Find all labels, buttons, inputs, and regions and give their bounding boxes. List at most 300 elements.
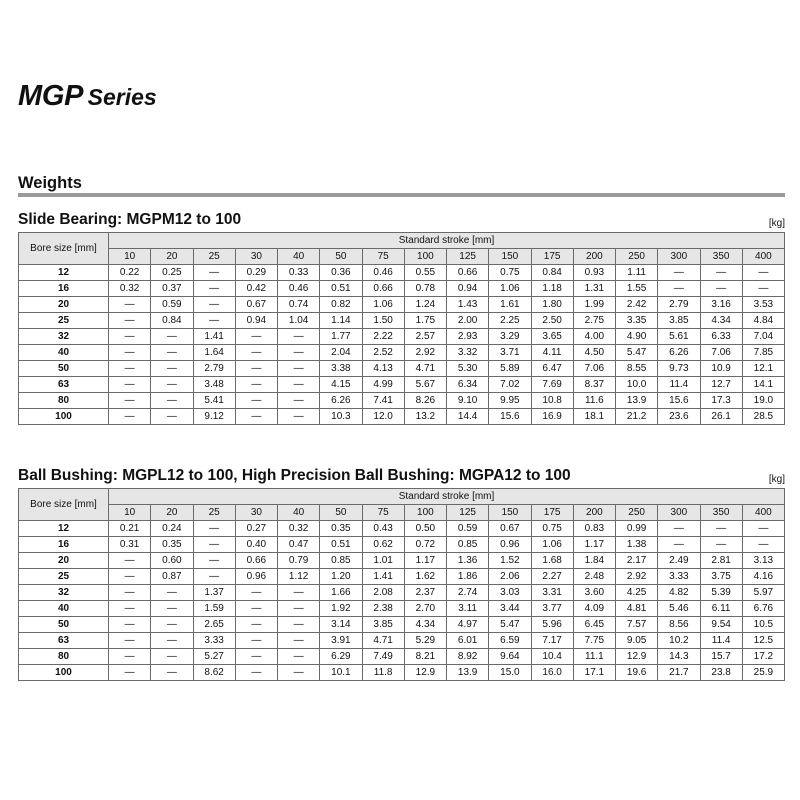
weight-cell: 8.56 [658, 617, 700, 633]
weight-cell: 4.00 [573, 329, 615, 345]
bore-size-cell: 80 [19, 649, 109, 665]
weight-cell: 0.59 [151, 297, 193, 313]
weight-cell: 0.36 [320, 265, 362, 281]
weight-cell: 2.06 [489, 569, 531, 585]
weight-cell: 5.41 [193, 393, 235, 409]
weight-cell: — [278, 393, 320, 409]
weight-cell: 2.00 [447, 313, 489, 329]
weight-cell: 4.71 [362, 633, 404, 649]
weight-cell: 2.70 [404, 601, 446, 617]
weight-cell: — [278, 601, 320, 617]
weight-cell: 13.9 [447, 665, 489, 681]
weight-cell: 3.44 [489, 601, 531, 617]
weight-cell: 1.38 [616, 537, 658, 553]
weight-cell: — [658, 281, 700, 297]
weight-cell: 9.54 [700, 617, 742, 633]
stroke-column-header: 20 [151, 505, 193, 521]
weight-cell: 1.24 [404, 297, 446, 313]
weight-cell: 0.67 [489, 521, 531, 537]
weight-cell: 3.13 [742, 553, 784, 569]
stroke-column-header: 75 [362, 249, 404, 265]
weight-cell: 7.04 [742, 329, 784, 345]
weight-cell: — [193, 265, 235, 281]
weight-cell: 5.39 [700, 585, 742, 601]
weight-cell: 1.59 [193, 601, 235, 617]
bore-size-cell: 100 [19, 409, 109, 425]
weight-cell: 6.26 [658, 345, 700, 361]
weight-cell: 25.9 [742, 665, 784, 681]
stroke-column-header: 150 [489, 505, 531, 521]
weight-cell: — [742, 265, 784, 281]
table-row [19, 601, 785, 617]
weight-cell: 14.1 [742, 377, 784, 393]
weight-cell: — [151, 377, 193, 393]
weight-cell: 2.93 [447, 329, 489, 345]
weight-cell: 0.66 [235, 553, 277, 569]
stroke-column-header: 250 [616, 505, 658, 521]
bore-size-cell: 80 [19, 393, 109, 409]
weight-cell: 0.37 [151, 281, 193, 297]
weight-cell: 5.89 [489, 361, 531, 377]
weight-cell: 7.06 [573, 361, 615, 377]
weight-cell: 0.32 [278, 521, 320, 537]
weight-cell: — [109, 377, 151, 393]
weight-cell: — [151, 649, 193, 665]
weight-cell: 16.0 [531, 665, 573, 681]
weight-cell: 3.75 [700, 569, 742, 585]
weight-cell: 0.62 [362, 537, 404, 553]
weight-cell: 0.99 [616, 521, 658, 537]
weight-cell: 0.31 [109, 537, 151, 553]
stroke-column-header: 40 [278, 249, 320, 265]
weight-cell: 1.50 [362, 313, 404, 329]
weight-cell: — [151, 361, 193, 377]
weight-cell: — [151, 409, 193, 425]
weight-cell: 0.29 [235, 265, 277, 281]
weight-cell: 15.0 [489, 665, 531, 681]
weight-cell: — [151, 601, 193, 617]
weight-cell: — [742, 537, 784, 553]
weight-cell: — [151, 393, 193, 409]
stroke-column-header: 10 [109, 249, 151, 265]
weight-cell: 9.73 [658, 361, 700, 377]
weight-cell: 2.92 [404, 345, 446, 361]
weight-cell: 0.94 [235, 313, 277, 329]
weight-cell: — [235, 409, 277, 425]
table-row [19, 409, 785, 425]
stroke-column-header: 300 [658, 505, 700, 521]
weight-cell: 10.0 [616, 377, 658, 393]
weight-cell: 8.92 [447, 649, 489, 665]
weight-cell: 2.75 [573, 313, 615, 329]
stroke-column-header: 40 [278, 505, 320, 521]
weight-cell: 3.33 [193, 633, 235, 649]
weight-cell: 2.92 [616, 569, 658, 585]
weight-cell: — [193, 553, 235, 569]
weight-cell: 5.97 [742, 585, 784, 601]
weight-cell: 0.55 [404, 265, 446, 281]
weight-cell: — [658, 537, 700, 553]
weight-cell: 2.50 [531, 313, 573, 329]
weight-cell: 2.27 [531, 569, 573, 585]
weight-cell: 3.85 [362, 617, 404, 633]
weight-cell: 0.32 [109, 281, 151, 297]
weight-cell: 1.86 [447, 569, 489, 585]
stroke-column-header: 175 [531, 505, 573, 521]
weight-cell: — [109, 313, 151, 329]
weight-cell: 3.71 [489, 345, 531, 361]
weight-cell: 1.77 [320, 329, 362, 345]
weight-cell: 4.84 [742, 313, 784, 329]
weight-cell: 6.34 [447, 377, 489, 393]
weight-cell: 1.17 [573, 537, 615, 553]
weight-cell: 8.26 [404, 393, 446, 409]
weight-cell: 2.25 [489, 313, 531, 329]
weight-cell: — [193, 521, 235, 537]
stroke-column-header: 350 [700, 249, 742, 265]
weight-cell: — [278, 665, 320, 681]
weight-cell: — [278, 345, 320, 361]
weight-cell: — [235, 377, 277, 393]
weight-cell: — [151, 329, 193, 345]
weight-cell: 1.06 [531, 537, 573, 553]
weight-cell: 2.74 [447, 585, 489, 601]
weight-cell: 1.64 [193, 345, 235, 361]
weight-cell: 10.2 [658, 633, 700, 649]
weight-cell: — [193, 313, 235, 329]
weight-cell: 26.1 [700, 409, 742, 425]
weight-cell: 0.72 [404, 537, 446, 553]
weight-cell: 19.0 [742, 393, 784, 409]
weight-cell: 3.16 [700, 297, 742, 313]
weight-cell: 0.51 [320, 537, 362, 553]
weight-cell: — [109, 649, 151, 665]
weight-cell: — [193, 297, 235, 313]
table-row [19, 569, 785, 585]
bore-size-cell: 50 [19, 617, 109, 633]
weight-cell: 11.8 [362, 665, 404, 681]
weight-cell: 12.5 [742, 633, 784, 649]
weight-cell: 0.82 [320, 297, 362, 313]
weight-cell: 3.48 [193, 377, 235, 393]
weight-cell: — [742, 521, 784, 537]
weight-cell: 1.92 [320, 601, 362, 617]
weight-cell: — [278, 377, 320, 393]
weight-cell: 0.35 [320, 521, 362, 537]
weight-cell: 11.4 [658, 377, 700, 393]
weight-cell: 1.20 [320, 569, 362, 585]
weight-cell: 1.43 [447, 297, 489, 313]
weight-cell: 11.4 [700, 633, 742, 649]
weight-cell: 18.1 [573, 409, 615, 425]
stroke-column-header: 30 [235, 249, 277, 265]
weight-cell: 1.75 [404, 313, 446, 329]
weight-cell: 3.14 [320, 617, 362, 633]
weight-cell: 2.38 [362, 601, 404, 617]
weight-cell: 11.6 [573, 393, 615, 409]
weight-cell: 3.53 [742, 297, 784, 313]
weight-cell: 13.2 [404, 409, 446, 425]
weight-cell: 7.49 [362, 649, 404, 665]
weight-cell: 16.9 [531, 409, 573, 425]
weight-cell: 0.46 [278, 281, 320, 297]
weight-cell: 0.40 [235, 537, 277, 553]
weight-cell: — [109, 345, 151, 361]
stroke-column-header: 125 [447, 505, 489, 521]
weight-cell: — [151, 345, 193, 361]
stroke-column-header: 250 [616, 249, 658, 265]
bore-size-cell: 25 [19, 569, 109, 585]
weight-cell: 6.01 [447, 633, 489, 649]
weight-cell: — [278, 617, 320, 633]
weight-cell: — [151, 633, 193, 649]
weight-cell: 0.75 [489, 265, 531, 281]
weight-cell: 4.15 [320, 377, 362, 393]
weight-cell: 9.12 [193, 409, 235, 425]
table-row [19, 585, 785, 601]
weight-cell: 0.60 [151, 553, 193, 569]
weight-cell: 0.51 [320, 281, 362, 297]
weights-table-ball-bushing [18, 488, 785, 681]
weight-cell: — [109, 409, 151, 425]
weight-cell: — [235, 585, 277, 601]
weight-cell: 4.13 [362, 361, 404, 377]
weight-cell: 12.9 [616, 649, 658, 665]
table-row [19, 665, 785, 681]
weight-cell: 4.09 [573, 601, 615, 617]
stroke-column-header: 400 [742, 505, 784, 521]
weight-cell: 1.61 [489, 297, 531, 313]
weight-cell: — [278, 329, 320, 345]
weight-cell: — [700, 265, 742, 281]
weight-cell: 10.9 [700, 361, 742, 377]
weight-cell: — [235, 665, 277, 681]
weight-cell: 10.4 [531, 649, 573, 665]
weight-cell: 4.90 [616, 329, 658, 345]
weight-cell: 15.6 [658, 393, 700, 409]
stroke-column-header: 125 [447, 249, 489, 265]
weight-cell: — [109, 585, 151, 601]
weight-cell: 23.6 [658, 409, 700, 425]
weight-cell: 6.59 [489, 633, 531, 649]
weight-cell: 10.5 [742, 617, 784, 633]
weight-cell: 0.27 [235, 521, 277, 537]
table-title-slide-bearing: Slide Bearing: MGPM12 to 100 [18, 211, 242, 228]
weight-cell: — [193, 281, 235, 297]
stroke-column-header: 50 [320, 249, 362, 265]
table-row [19, 345, 785, 361]
page-title [18, 80, 157, 113]
weight-cell: 0.67 [235, 297, 277, 313]
table-row [19, 297, 785, 313]
weight-cell: — [151, 585, 193, 601]
weight-cell: 11.1 [573, 649, 615, 665]
weight-cell: 0.33 [278, 265, 320, 281]
stroke-column-header: 200 [573, 505, 615, 521]
weight-cell: 1.06 [489, 281, 531, 297]
weight-cell: — [109, 553, 151, 569]
weight-cell: 14.3 [658, 649, 700, 665]
weight-cell: 6.47 [531, 361, 573, 377]
weight-cell: 1.66 [320, 585, 362, 601]
weight-cell: 1.04 [278, 313, 320, 329]
weight-cell: 2.79 [193, 361, 235, 377]
stroke-column-header: 150 [489, 249, 531, 265]
weight-cell: — [109, 633, 151, 649]
weight-cell: 2.22 [362, 329, 404, 345]
weight-cell: 15.6 [489, 409, 531, 425]
table-row [19, 633, 785, 649]
bore-size-header: Bore size [mm] [19, 489, 109, 521]
weight-cell: 0.83 [573, 521, 615, 537]
weight-cell: 3.03 [489, 585, 531, 601]
weight-cell: 12.0 [362, 409, 404, 425]
weight-cell: — [742, 281, 784, 297]
weight-cell: — [109, 665, 151, 681]
weight-cell: 2.48 [573, 569, 615, 585]
stroke-column-header: 25 [193, 505, 235, 521]
weight-cell: 3.60 [573, 585, 615, 601]
weight-cell: 5.47 [616, 345, 658, 361]
weight-cell: 0.85 [320, 553, 362, 569]
weight-cell: 28.5 [742, 409, 784, 425]
weight-cell: 12.7 [700, 377, 742, 393]
weight-cell: 0.24 [151, 521, 193, 537]
weight-cell: 1.62 [404, 569, 446, 585]
weight-cell: — [278, 649, 320, 665]
weight-cell: 1.31 [573, 281, 615, 297]
table-row [19, 393, 785, 409]
weight-cell: 12.9 [404, 665, 446, 681]
standard-stroke-header: Standard stroke [mm] [109, 489, 785, 505]
weight-cell: 6.26 [320, 393, 362, 409]
weight-cell: 0.96 [489, 537, 531, 553]
weight-cell: 1.41 [362, 569, 404, 585]
weight-cell: — [193, 537, 235, 553]
weight-cell: — [235, 361, 277, 377]
weight-cell: 12.1 [742, 361, 784, 377]
weight-cell: 3.35 [616, 313, 658, 329]
weight-cell: 8.21 [404, 649, 446, 665]
weight-cell: 17.1 [573, 665, 615, 681]
weight-cell: 0.47 [278, 537, 320, 553]
bore-size-cell: 12 [19, 265, 109, 281]
weight-cell: 1.99 [573, 297, 615, 313]
section-divider [18, 193, 785, 197]
weight-cell: — [109, 617, 151, 633]
table-row [19, 537, 785, 553]
weight-cell: 0.66 [362, 281, 404, 297]
weight-cell: 0.25 [151, 265, 193, 281]
weight-cell: — [235, 345, 277, 361]
weight-cell: 2.08 [362, 585, 404, 601]
bore-size-cell: 32 [19, 585, 109, 601]
weight-cell: 3.32 [447, 345, 489, 361]
weight-cell: — [235, 393, 277, 409]
weight-cell: 7.02 [489, 377, 531, 393]
table-title-ball-bushing: Ball Bushing: MGPL12 to 100, High Precision Ball Bushing: MGPA12 to 100 [18, 467, 571, 484]
table-row [19, 377, 785, 393]
weight-cell: 0.50 [404, 521, 446, 537]
bore-size-cell: 20 [19, 553, 109, 569]
weight-cell: 5.61 [658, 329, 700, 345]
weight-cell: 0.42 [235, 281, 277, 297]
weight-cell: 0.79 [278, 553, 320, 569]
table-row [19, 361, 785, 377]
weight-cell: 9.95 [489, 393, 531, 409]
weight-cell: 5.27 [193, 649, 235, 665]
table-row [19, 313, 785, 329]
weight-cell: 3.29 [489, 329, 531, 345]
weight-cell: 5.29 [404, 633, 446, 649]
bore-size-cell: 12 [19, 521, 109, 537]
weight-cell: 2.37 [404, 585, 446, 601]
weight-cell: — [109, 601, 151, 617]
weight-cell: 0.43 [362, 521, 404, 537]
weight-cell: 3.11 [447, 601, 489, 617]
weight-cell: 4.34 [404, 617, 446, 633]
weight-cell: 2.04 [320, 345, 362, 361]
weight-cell: 7.06 [700, 345, 742, 361]
weight-cell: 6.33 [700, 329, 742, 345]
weight-cell: 5.96 [531, 617, 573, 633]
weight-cell: 3.38 [320, 361, 362, 377]
weight-cell: 5.47 [489, 617, 531, 633]
table-row [19, 553, 785, 569]
bore-size-cell: 16 [19, 537, 109, 553]
weight-cell: 3.65 [531, 329, 573, 345]
stroke-column-header: 175 [531, 249, 573, 265]
weight-cell: 1.12 [278, 569, 320, 585]
weight-cell: 2.79 [658, 297, 700, 313]
weight-cell: — [235, 329, 277, 345]
weight-cell: 0.74 [278, 297, 320, 313]
weight-cell: 6.45 [573, 617, 615, 633]
stroke-column-header: 350 [700, 505, 742, 521]
weight-cell: 7.17 [531, 633, 573, 649]
weight-cell: — [278, 409, 320, 425]
weight-cell: 3.77 [531, 601, 573, 617]
weight-cell: 1.01 [362, 553, 404, 569]
table-row [19, 329, 785, 345]
bore-size-cell: 40 [19, 601, 109, 617]
weight-cell: — [193, 569, 235, 585]
weight-cell: 1.18 [531, 281, 573, 297]
weight-cell: — [109, 361, 151, 377]
weight-cell: — [235, 617, 277, 633]
weight-cell: 3.91 [320, 633, 362, 649]
weight-cell: 4.99 [362, 377, 404, 393]
weight-cell: 8.37 [573, 377, 615, 393]
weight-cell: 1.36 [447, 553, 489, 569]
section-heading: Weights [18, 174, 82, 192]
weight-cell: 4.50 [573, 345, 615, 361]
bore-size-cell: 100 [19, 665, 109, 681]
weight-cell: 10.1 [320, 665, 362, 681]
weight-cell: — [700, 281, 742, 297]
unit-label: [kg] [768, 474, 785, 485]
stroke-column-header: 30 [235, 505, 277, 521]
weight-cell: 9.10 [447, 393, 489, 409]
weight-cell: 5.30 [447, 361, 489, 377]
weight-cell: 0.94 [447, 281, 489, 297]
bore-size-cell: 63 [19, 377, 109, 393]
stroke-column-header: 25 [193, 249, 235, 265]
weight-cell: 6.76 [742, 601, 784, 617]
weight-cell: 1.37 [193, 585, 235, 601]
unit-label: [kg] [768, 218, 785, 229]
weight-cell: 3.33 [658, 569, 700, 585]
